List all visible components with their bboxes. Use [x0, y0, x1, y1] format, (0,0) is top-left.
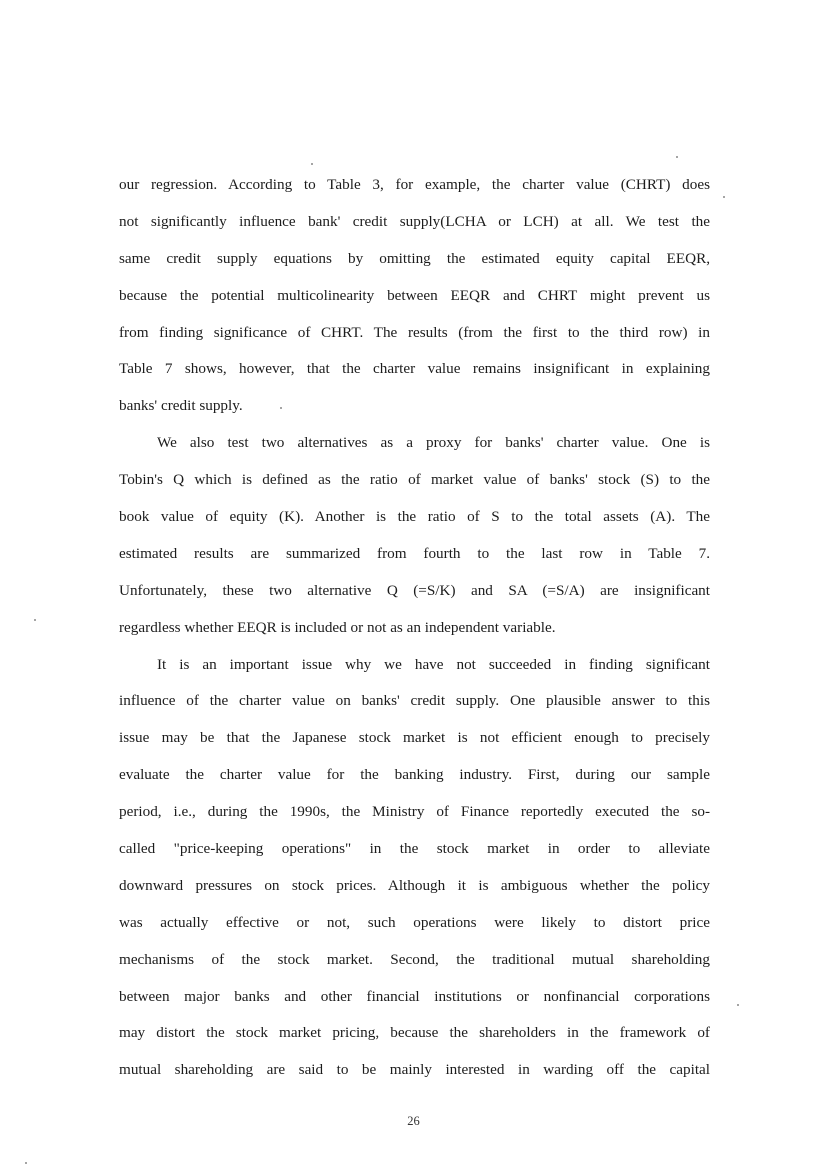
text-line: issue may be that the Japanese stock market is not efficient enough to precisely	[119, 729, 710, 747]
scan-speck	[676, 156, 678, 158]
text-line: between major banks and other financial institutions or nonfinancial corporations	[119, 987, 710, 1005]
text-line: may distort the stock market pricing, because the shareholders in the framework of	[119, 1024, 710, 1042]
text-line: because the potential multicolinearity between EEQR and CHRT might prevent us	[119, 286, 710, 304]
text-line: same credit supply equations by omitting the estimated equity capital EEQR,	[119, 249, 710, 267]
text-line: mechanisms of the stock market. Second, the traditional mutual shareholding	[119, 950, 710, 968]
text-line: banks' credit supply.	[119, 397, 243, 415]
text-line: We also test two alternatives as a proxy for banks' charter value. One is	[157, 434, 710, 452]
text-line: from finding significance of CHRT. The results (from the first to the third row) in	[119, 323, 710, 341]
text-line: book value of equity (K). Another is the ratio of S to the total assets (A). The	[119, 508, 710, 526]
text-line: estimated results are summarized from fourth to the last row in Table 7.	[119, 544, 710, 562]
scan-speck	[723, 196, 725, 198]
scan-speck	[737, 1004, 739, 1006]
scan-speck	[34, 619, 36, 621]
text-line: evaluate the charter value for the banking industry. First, during our sample	[119, 766, 710, 784]
text-line: period, i.e., during the 1990s, the Ministry of Finance reportedly executed the so-	[119, 803, 710, 821]
scan-speck	[311, 163, 313, 165]
text-line: influence of the charter value on banks' credit supply. One plausible answer to this	[119, 692, 710, 710]
body-text	[119, 171, 710, 1093]
text-line: regardless whether EEQR is included or not as an independent variable.	[119, 618, 556, 636]
text-line: Unfortunately, these two alternative Q (=S/K) and SA (=S/A) are insignificant	[119, 581, 710, 599]
text-line: our regression. According to Table 3, for example, the charter value (CHRT) does	[119, 176, 710, 193]
scan-speck	[280, 407, 282, 409]
text-line: Table 7 shows, however, that the charter value remains insignificant in explaining	[119, 360, 710, 378]
text-line: It is an important issue why we have not succeeded in finding significant	[157, 655, 710, 673]
text-line: Tobin's Q which is defined as the ratio of market value of banks' stock (S) to the	[119, 471, 710, 489]
text-line: downward pressures on stock prices. Although it is ambiguous whether the policy	[119, 876, 710, 894]
text-line: mutual shareholding are said to be mainly interested in warding off the capital	[119, 1061, 710, 1079]
text-line: not significantly influence bank' credit supply(LCHA or LCH) at all. We test the	[119, 212, 710, 230]
text-line: called "price-keeping operations" in the stock market in order to alleviate	[119, 840, 710, 858]
text-line: was actually effective or not, such operations were likely to distort price	[119, 913, 710, 931]
scan-speck	[25, 1162, 27, 1164]
page-number: 26	[407, 1114, 420, 1128]
